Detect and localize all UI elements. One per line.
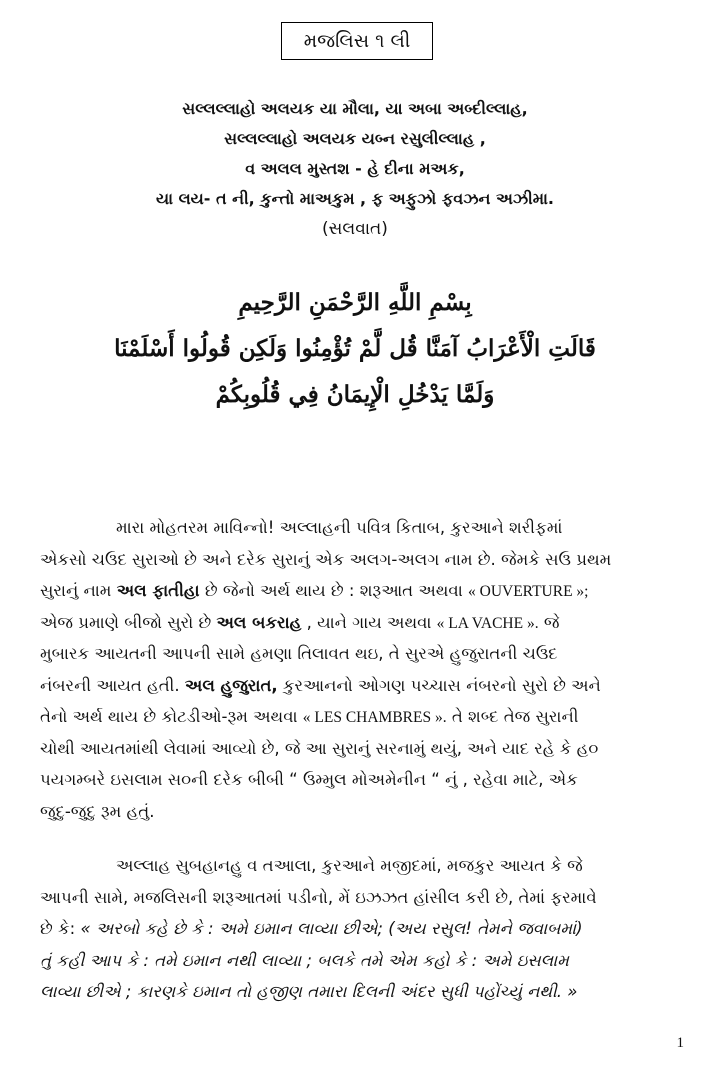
bismillah: بِسْمِ اللَّهِ الرَّحْمَنِ الرَّحِيمِ (238, 289, 472, 316)
text-span: છે કે: (40, 919, 81, 938)
salawat-line: વ અલલ મુસ્તશ - હે દીના મઅક, (245, 159, 465, 178)
paragraph-2 (40, 850, 672, 1008)
text-line (40, 575, 672, 607)
text-line: અલ્લાહ સુબહાનહુ વ તઆલા, કુરઆને મજીદમાં, મજકુર આયત કે જે (116, 856, 583, 875)
french-term: « LES CHAMBRES ». (302, 709, 447, 726)
text-span: , યાને ગાય અથવા (301, 612, 437, 632)
surah-name: અલ બકરાહ (216, 612, 302, 632)
verse-translation: તું કહી આપ કે : તમે ઇમાન નથી લાવ્યા ; બલકે તમે એમ કહો કે : અમે ઇસલામ (40, 950, 569, 970)
salawat-line: સલ્લલ્લાહો અલયક યા મૌલા, યા અબા અબ્દીલ્લાહ, (182, 99, 528, 118)
text-line: મુબારક આયતની આપની સામે હમણા તિલાવત થઇ, તે સુરએ હુજુરાતની ચઉદ (40, 644, 558, 663)
text-line: આપની સામે, મજલિસની શરૂઆતમાં પડીનો, મેં ઇઝઝત હાંસીલ કરી છે, તેમાં ફરમાવે (40, 887, 597, 907)
text-span: જે (538, 612, 560, 632)
salawat-line: સલ્લલ્લાહો અલયક યબ્ન રસુલીલ્લાહ , (224, 129, 486, 148)
french-term: « LA VACHE ». (436, 614, 539, 632)
verse-line: قَالَتِ الْأَعْرَابُ آمَنَّا قُل لَّمْ تُؤْمِنُوا وَلَكِن قُولُوا أَسْلَمْنَا (114, 335, 596, 362)
text-span: તે શબ્દ તેજ સુરાની (446, 707, 579, 726)
text-span: નંબરની આયત હતી. (40, 675, 185, 695)
paragraph-1 (40, 512, 672, 827)
surah-name: અલ ફાતીહા (116, 581, 200, 600)
text-span: છે જેનો અર્થ થાય છે : શરૂઆત અથવા (199, 581, 468, 600)
verse-translation: « અરબો કહે છે કે : અમે ઇમાન લાવ્યા છીએ; (અય રસુલ! તેમને જવાબમાં) (80, 919, 583, 938)
text-span: કુરઆનનો ઓગણ પચ્ચાસ નંબરનો સુરો છે અને (277, 675, 601, 695)
text-line: એકસો ચઉદ સુરાઓ છે અને દરેક સુરાનું એક અલગ-અલગ નામ છે. જેમકે સઉ પ્રથમ (40, 549, 612, 569)
text-span: સુરાનું નામ (40, 581, 117, 600)
text-line (40, 701, 672, 733)
text-line (40, 607, 672, 639)
text-line: પયગમ્બરે ઇસલામ સ૦ની દરેક બીબી “ ઉમ્મુલ મોઅમેનીન “ નું , રહેવા માટે, એક (40, 770, 578, 789)
text-line: ચોથી આયતમાંથી લેવામાં આવ્યો છે, જે આ સુરાનું સરનામું થયું, અને યાદ રહે કે હ૦ (40, 738, 599, 758)
text-span: એજ પ્રમાણે બીજો સુરો છે (40, 612, 217, 632)
verse-translation: લાવ્યા છીએ ; કારણકે ઇમાન તો હજીણ તમારા દિલની અંદર સુધી પહોંચ્યું નથી. » (40, 982, 578, 1001)
salawat-block (60, 94, 650, 244)
verse-line: وَلَمَّا يَدْخُلِ الْإِيمَانُ فِي قُلُوبِكُمْ (215, 381, 495, 408)
text-line (40, 913, 672, 945)
page-title (281, 22, 433, 60)
salawat-line: યા લય- ત ની, કુન્તો માઅકુમ , ફ અફુઝો ફવઝન અઝીમા. (155, 189, 555, 208)
page-number: 1 (676, 1035, 684, 1051)
surah-name: અલ હુજુરાત, (184, 675, 278, 695)
text-line: જુદુ-જુદુ રૂમ હતું. (40, 801, 155, 821)
text-line (40, 670, 672, 702)
salawat-note: (સલવાત) (322, 219, 388, 239)
page-title-text: મજલિસ ૧ લી (303, 30, 411, 52)
arabic-verse (60, 280, 650, 418)
french-term: « OUVERTURE »; (468, 583, 589, 600)
text-line: મારા મોહતરમ માવિન્નો! અલ્લાહની પવિત્ર કિતાબ, કુરઆને શરીફમાં (116, 518, 563, 537)
text-span: તેનો અર્થ થાય છે કોટડીઓ-રૂમ અથવા (40, 707, 303, 726)
